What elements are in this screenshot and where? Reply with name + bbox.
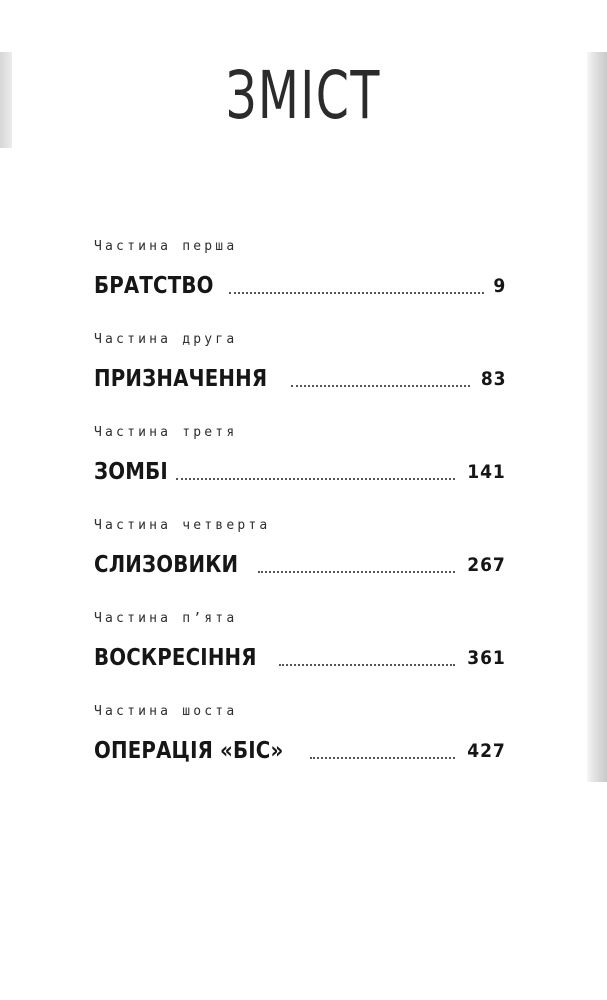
part-label: Частина четверта	[94, 518, 271, 533]
table-of-contents	[94, 234, 506, 792]
part-label: Частина перша	[94, 239, 238, 254]
dot-leader	[291, 385, 469, 387]
chapter-title: БРАТСТВО	[94, 273, 214, 299]
dot-leader	[310, 757, 455, 759]
toc-item-part-4	[94, 513, 506, 606]
page-number: 427	[467, 740, 506, 762]
toc-entry[interactable]	[94, 450, 506, 486]
part-label: Частина третя	[94, 425, 238, 440]
page-edge-shadow-right	[587, 52, 607, 782]
part-label: Частина п’ята	[94, 611, 238, 626]
dot-leader	[258, 571, 456, 573]
page-number: 9	[493, 275, 506, 297]
page-number: 83	[480, 368, 506, 390]
page-title: ЗМІСТ	[225, 57, 381, 134]
chapter-title: ОПЕРАЦІЯ «БІС»	[94, 738, 284, 764]
page-edge-shadow-left	[0, 52, 12, 148]
toc-item-part-3	[94, 420, 506, 513]
toc-entry[interactable]	[94, 729, 506, 765]
toc-item-part-1	[94, 234, 506, 327]
dot-leader	[279, 664, 455, 666]
toc-item-part-5	[94, 606, 506, 699]
toc-entry[interactable]	[94, 357, 506, 393]
chapter-title: СЛИЗОВИКИ	[94, 552, 239, 578]
toc-entry[interactable]	[94, 636, 506, 672]
toc-item-part-2	[94, 327, 506, 420]
page-number: 141	[467, 461, 506, 483]
dot-leader	[176, 478, 455, 480]
chapter-title: ПРИЗНАЧЕННЯ	[94, 366, 268, 392]
toc-entry[interactable]	[94, 543, 506, 579]
chapter-title: ВОСКРЕСІННЯ	[94, 645, 257, 671]
part-label: Частина друга	[94, 332, 238, 347]
toc-item-part-6	[94, 699, 506, 792]
page-number: 361	[467, 647, 506, 669]
part-label: Частина шоста	[94, 704, 238, 719]
chapter-title: ЗОМБІ	[94, 459, 168, 485]
page-number: 267	[467, 554, 506, 576]
toc-entry[interactable]	[94, 264, 506, 300]
dot-leader	[229, 292, 484, 294]
